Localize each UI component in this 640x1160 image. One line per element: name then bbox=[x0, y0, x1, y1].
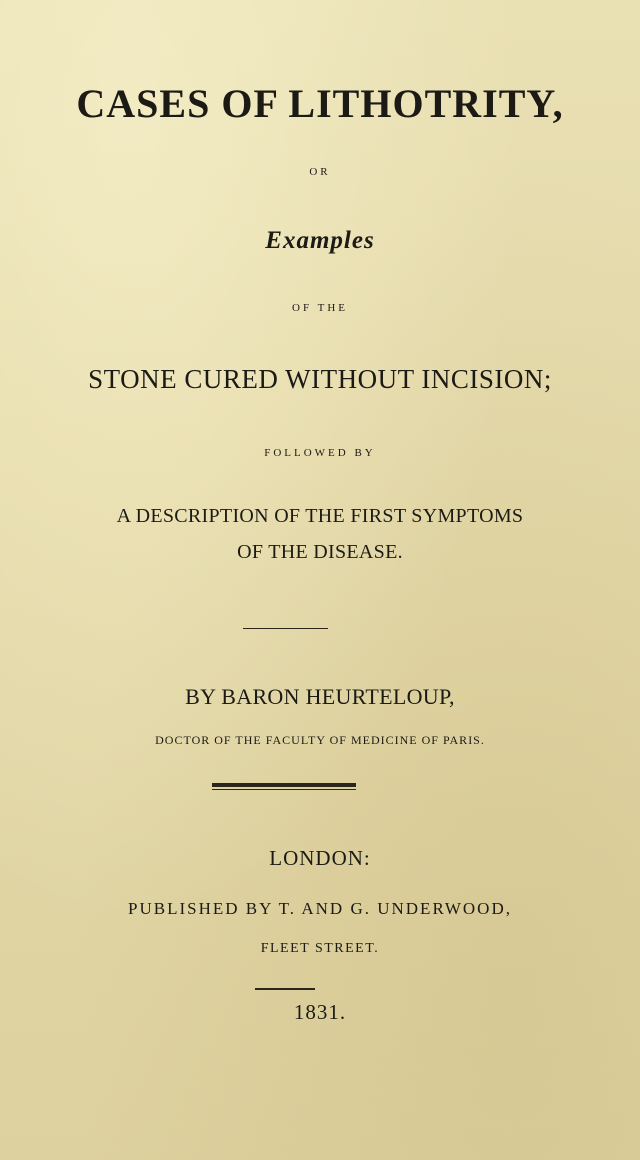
examples-heading: Examples bbox=[265, 227, 375, 254]
description-line-2: OF THE DISEASE. bbox=[237, 541, 403, 563]
imprint-address: FLEET STREET. bbox=[260, 941, 380, 956]
description-line-1: A DESCRIPTION OF THE FIRST SYMPTOMS bbox=[116, 505, 524, 527]
followed-by-connector: FOLLOWED BY bbox=[264, 447, 376, 459]
or-connector: OR bbox=[309, 166, 331, 178]
main-title: CASES OF LITHOTRITY, bbox=[76, 81, 564, 126]
of-the-connector: OF THE bbox=[292, 302, 348, 314]
author-line: BY BARON HEURTELOUP, bbox=[185, 684, 455, 709]
imprint-place: LONDON: bbox=[269, 846, 371, 870]
divider-rule-short bbox=[255, 988, 315, 990]
divider-rule-thin bbox=[243, 628, 328, 629]
subtitle: STONE CURED WITHOUT INCISION; bbox=[88, 364, 552, 394]
imprint-publisher: PUBLISHED BY T. AND G. UNDERWOOD, bbox=[128, 899, 512, 918]
imprint-year: 1831. bbox=[293, 1000, 347, 1024]
divider-rule-thick bbox=[212, 783, 356, 787]
divider-rule-underline bbox=[212, 789, 356, 790]
author-credential: DOCTOR OF THE FACULTY OF MEDICINE OF PARIS. bbox=[155, 733, 485, 747]
